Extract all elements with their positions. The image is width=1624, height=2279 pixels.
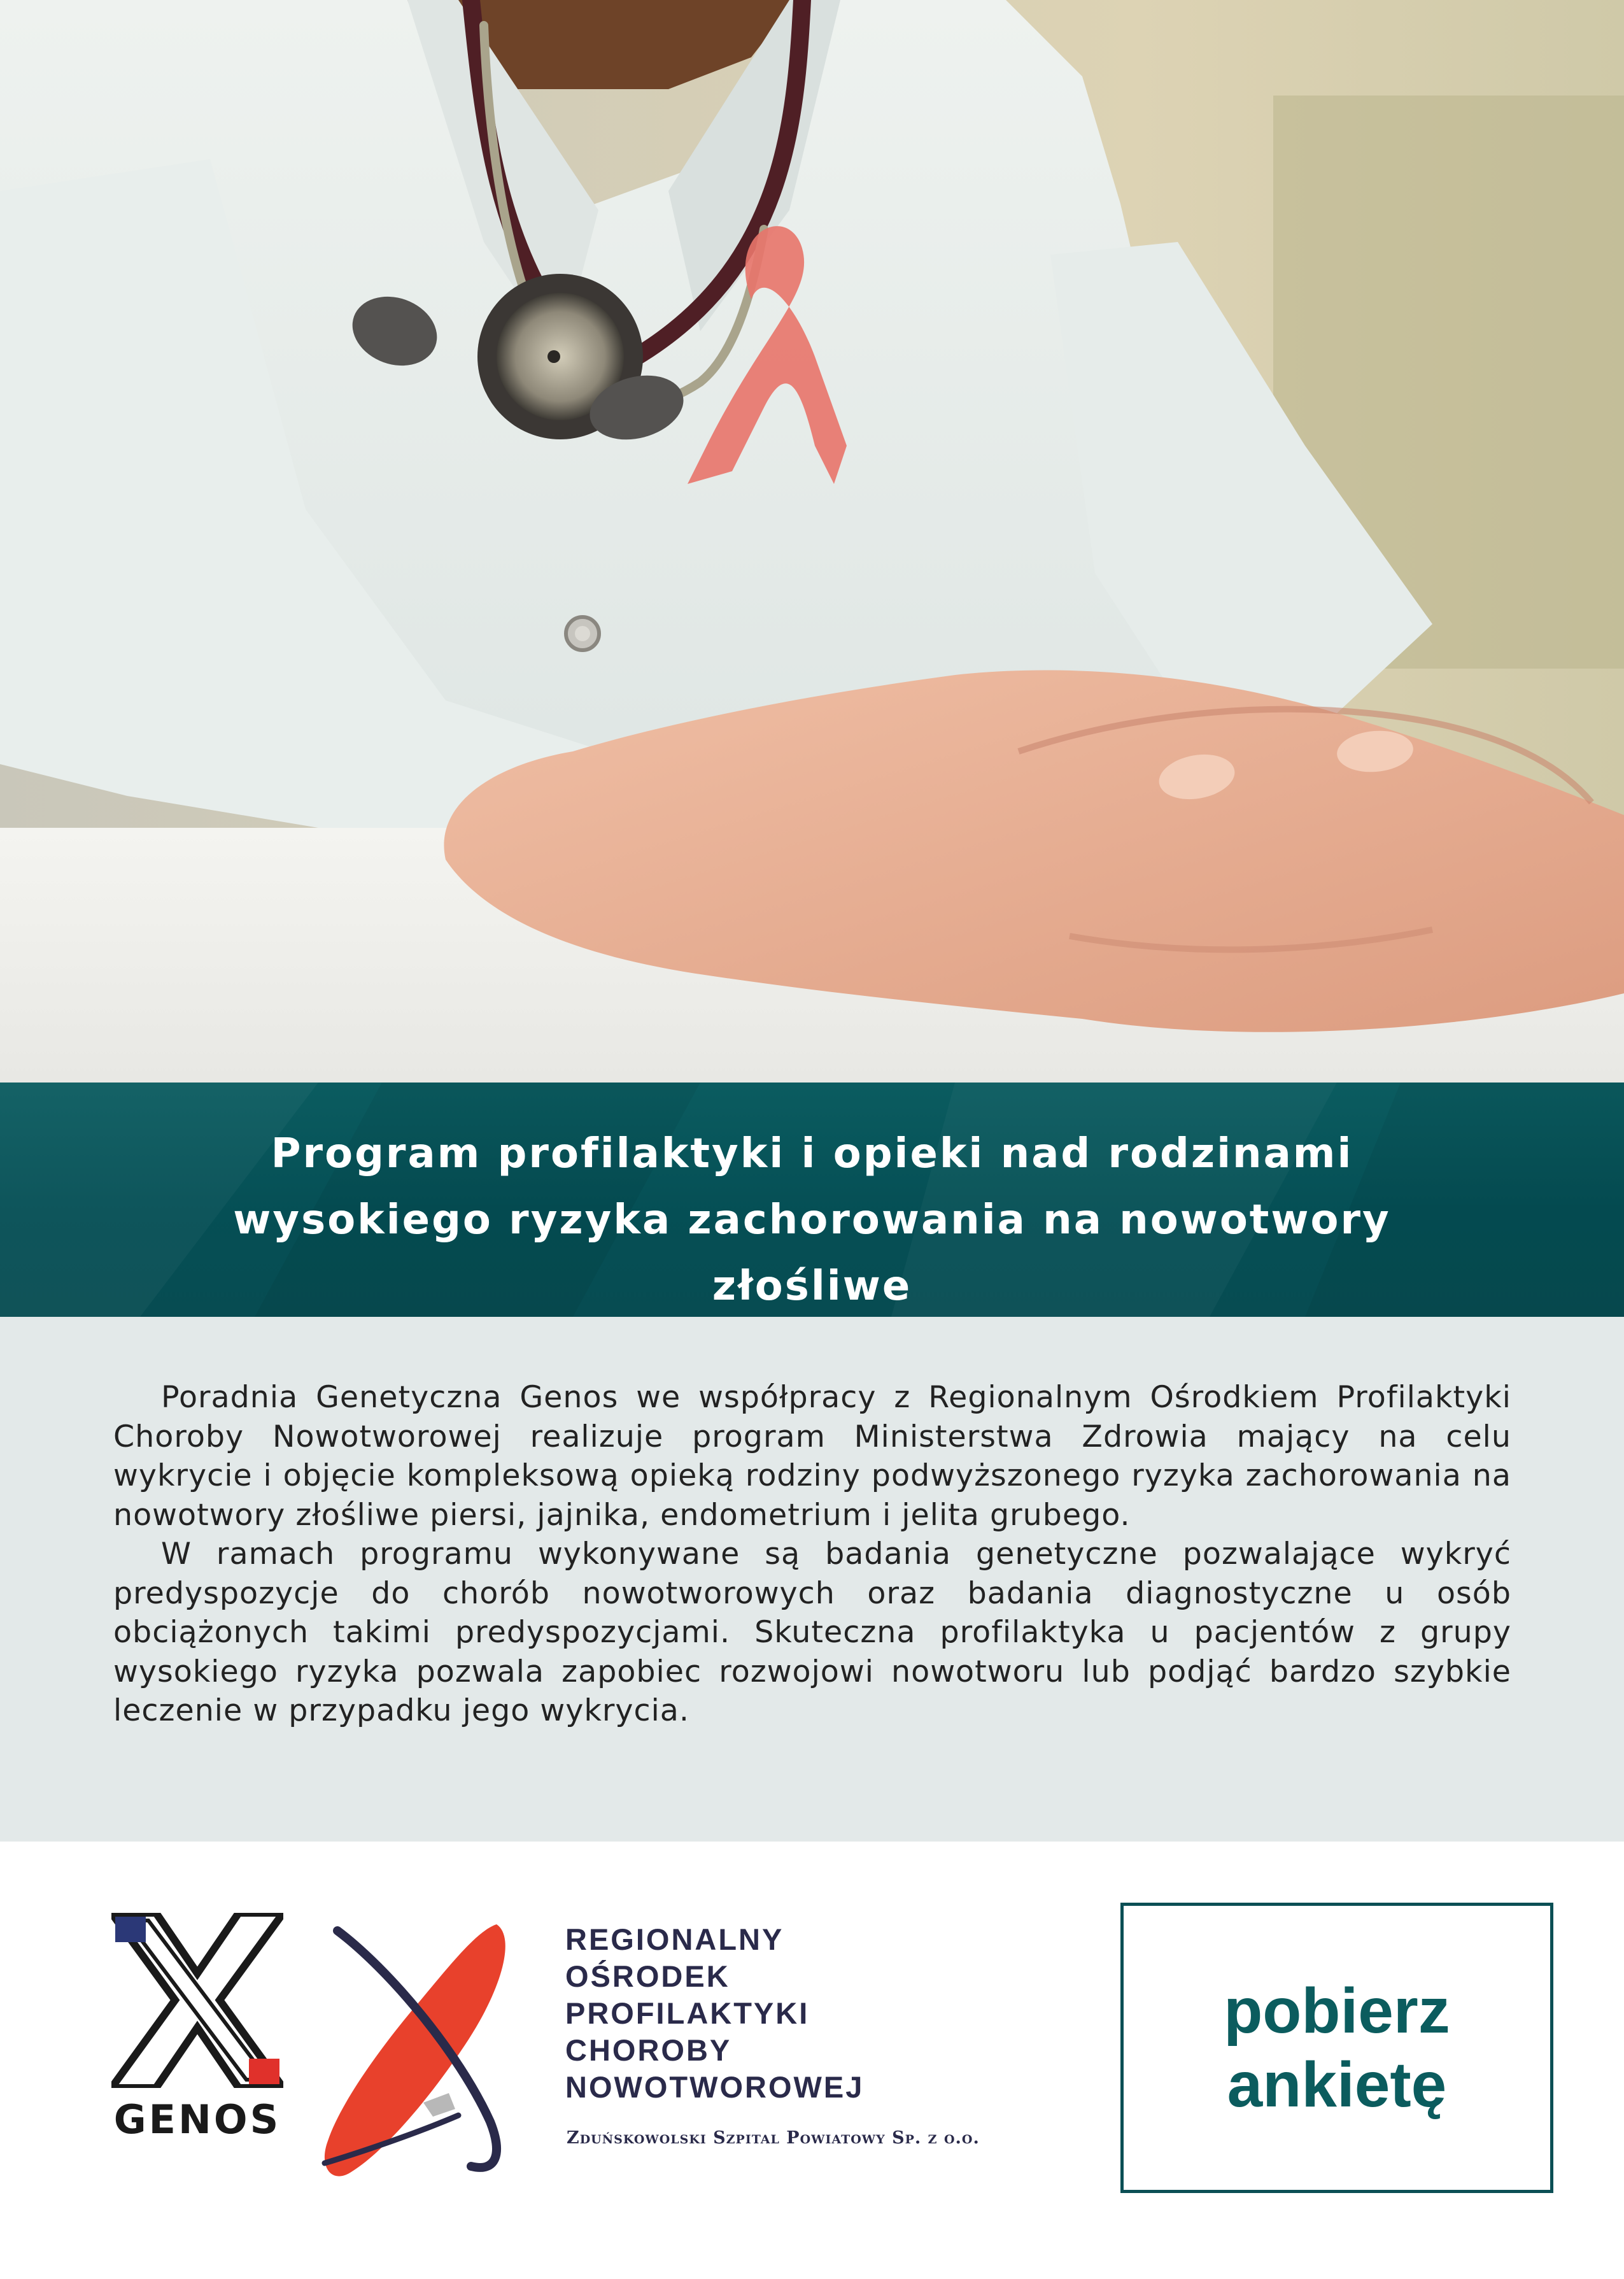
ropcn-line-4: CHOROBY xyxy=(565,2033,732,2067)
ropcn-line-5: NOWOTWOROWEJ xyxy=(565,2070,865,2104)
download-questionnaire-button[interactable] xyxy=(1120,1903,1553,2193)
footer-logos xyxy=(0,1842,1624,2279)
doctor-illustration xyxy=(0,0,1624,1083)
description-text xyxy=(113,1378,1511,1731)
ropcn-orbit-logo-icon xyxy=(312,1912,528,2185)
download-label-line-2: ankietę xyxy=(1227,2049,1447,2120)
ropcn-line-2: OŚRODEK xyxy=(565,1959,730,1993)
title-line-2: wysokiego ryzyka zachorowania na nowotwory xyxy=(233,1196,1391,1244)
description-section xyxy=(0,1317,1624,1842)
ropcn-line-3: PROFILAKTYKI xyxy=(565,1996,810,2030)
hero-photo xyxy=(0,0,1624,1083)
title-line-1: Program profilaktyki i opieki nad rodzinami xyxy=(271,1130,1353,1177)
page-title xyxy=(0,1121,1624,1317)
title-line-3: złośliwe xyxy=(712,1263,912,1310)
ropcn-line-1: REGIONALNY xyxy=(565,1922,784,1956)
genos-wordmark: GENOS xyxy=(113,2096,281,2143)
title-banner xyxy=(0,1083,1624,1317)
download-label-line-1: pobierz xyxy=(1224,1975,1450,2047)
description-paragraph-1: Poradnia Genetyczna Genos we współpracy z Regionalnym Ośrodkiem Profilaktyki Choroby Nowotworowej realizuje program Ministerstwa Zdrowia mający na celu wykrycie i objęcie kompleksową opieką rodziny podwyższonego ryzyka zachorowania na nowotwory złośliwe piersi, jajnika, endometrium i jelita grubego. xyxy=(113,1380,1511,1533)
genos-x-logo-icon xyxy=(111,1913,283,2088)
ropcn-name xyxy=(565,1921,864,2106)
description-paragraph-2: W ramach programu wykonywane są badania genetyczne pozwalające wykryć predyspozycje do chorób nowotworowych oraz badania diagnostyczne u osób obciążonych takimi predyspozycjami. Skuteczna profilaktyka u pacjentów z grupy wysokiego ryzyka pozwala zapobiec rozwojowi nowotworu lub podjąć bardzo szybkie leczenie w przypadku jego wykrycia. xyxy=(113,1537,1511,1728)
hospital-name: Zduńskowolski Szpital Powiatowy Sp. z o.o. xyxy=(567,2128,980,2148)
